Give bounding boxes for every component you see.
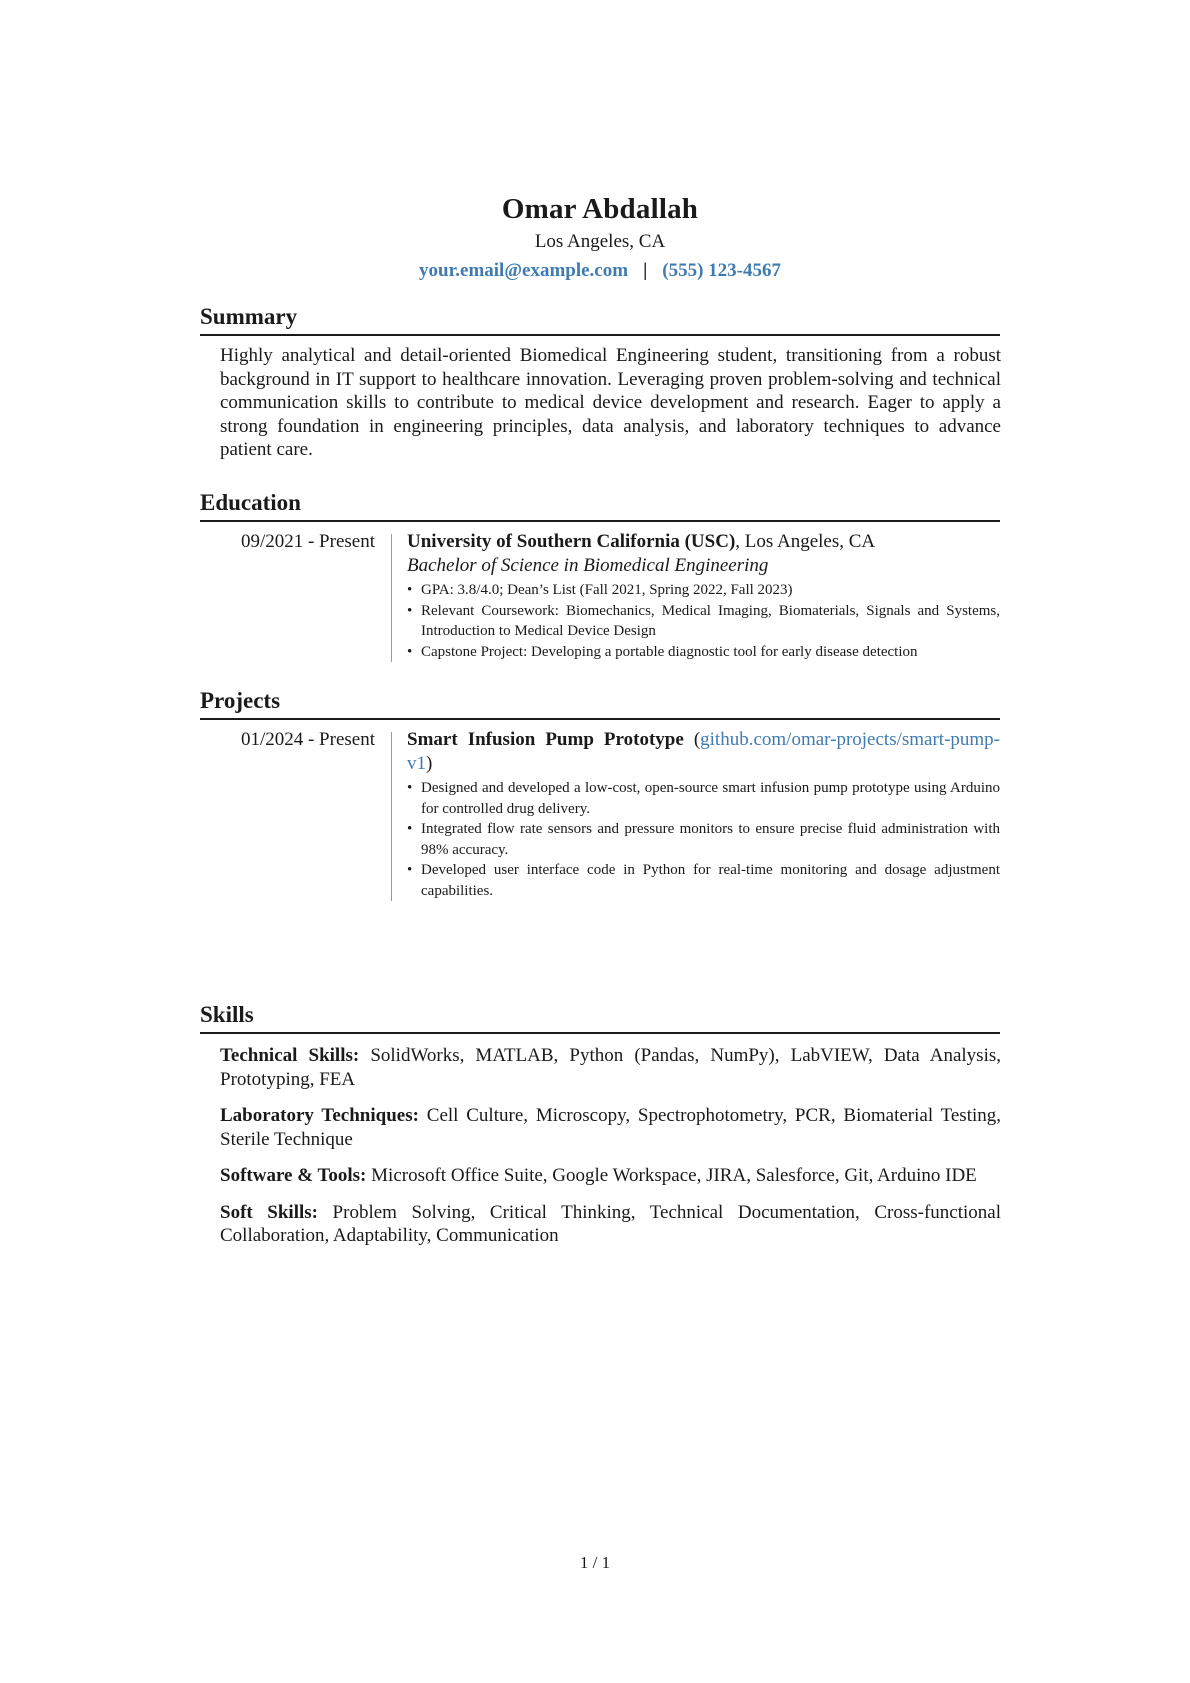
section-title-summary: Summary bbox=[200, 304, 298, 329]
paren-close: ) bbox=[426, 753, 433, 774]
education-section bbox=[200, 488, 1000, 662]
skill-technical bbox=[220, 1044, 1001, 1091]
bullet-glyph: • bbox=[407, 582, 413, 598]
entry-date: 01/2024 - Present bbox=[240, 729, 375, 750]
entry-title bbox=[407, 728, 1000, 776]
education-bullets bbox=[407, 580, 1000, 662]
skills-section bbox=[200, 1000, 1000, 1261]
project-link[interactable]: github.com/omar-projects/smart-pump-v1 bbox=[407, 729, 1001, 774]
bullet-text: Developed user interface code in Python for real-time monitoring and dosage adjustment capabilities. bbox=[421, 862, 1000, 899]
project-bullets bbox=[407, 778, 1000, 901]
email-link[interactable]: your.email@example.com bbox=[419, 260, 629, 281]
skill-soft bbox=[220, 1201, 1001, 1248]
bullet-glyph: • bbox=[407, 780, 413, 796]
institution-name: University of Southern California (USC) bbox=[407, 531, 736, 552]
entry-divider bbox=[391, 732, 392, 901]
entry-body bbox=[407, 530, 1000, 662]
phone-link[interactable]: (555) 123-4567 bbox=[662, 260, 781, 281]
skill-laboratory bbox=[220, 1104, 1001, 1151]
skill-label: Laboratory Techniques: bbox=[220, 1105, 419, 1126]
summary-section bbox=[200, 302, 1000, 462]
entry-title bbox=[407, 530, 1000, 554]
list-item bbox=[407, 580, 1000, 601]
contact-separator: | bbox=[643, 260, 648, 281]
section-title-education: Education bbox=[200, 490, 301, 515]
list-item bbox=[407, 642, 1000, 663]
bullet-text: Capstone Project: Developing a portable diagnostic tool for early disease detection bbox=[421, 643, 918, 660]
entry-divider bbox=[391, 534, 392, 662]
list-item bbox=[407, 778, 1000, 819]
bullet-text: Designed and developed a low-cost, open-source smart infusion pump prototype using Arduino for controlled drug delivery. bbox=[421, 780, 1000, 817]
candidate-name: Omar Abdallah bbox=[501, 193, 699, 225]
bullet-text: GPA: 3.8/4.0; Dean’s List (Fall 2021, Spring 2022, Fall 2023) bbox=[421, 582, 793, 598]
section-rule bbox=[200, 1032, 1000, 1034]
skill-value: SolidWorks, MATLAB, Python (Pandas, NumPy), LabVIEW, Data Analysis, Prototyping, FEA bbox=[220, 1045, 1001, 1090]
entry-date: 09/2021 - Present bbox=[240, 531, 375, 552]
skill-value: Problem Solving, Critical Thinking, Technical Documentation, Cross-functional Collaboration, Adaptability, Communication bbox=[220, 1201, 1001, 1246]
candidate-location: Los Angeles, CA bbox=[534, 231, 666, 252]
paren-open: ( bbox=[693, 729, 701, 750]
education-entry bbox=[200, 530, 1000, 662]
section-rule bbox=[200, 718, 1000, 720]
skill-label: Soft Skills: bbox=[220, 1201, 318, 1223]
bullet-glyph: • bbox=[407, 862, 413, 878]
skill-label: Technical Skills: bbox=[220, 1045, 360, 1066]
list-item bbox=[407, 860, 1000, 901]
projects-section bbox=[200, 686, 1000, 901]
section-rule bbox=[200, 520, 1000, 522]
bullet-text: Integrated flow rate sensors and pressure monitors to ensure precise fluid administration with 98% accuracy. bbox=[421, 821, 1000, 858]
resume-header bbox=[200, 190, 1000, 286]
section-title-skills: Skills bbox=[200, 1002, 254, 1027]
list-item bbox=[407, 601, 1000, 642]
skill-software bbox=[220, 1164, 1001, 1188]
section-rule bbox=[200, 334, 1000, 336]
bullet-glyph: • bbox=[407, 602, 413, 619]
bullet-glyph: • bbox=[407, 643, 413, 660]
bullet-text: Relevant Coursework: Biomechanics, Medical Imaging, Biomaterials, Signals and Systems, Introduction to Medical Device Design bbox=[421, 602, 1000, 639]
page-number: 1 / 1 bbox=[579, 1553, 611, 1572]
skill-value: Microsoft Office Suite, Google Workspace, JIRA, Salesforce, Git, Arduino IDE bbox=[371, 1165, 977, 1186]
project-entry bbox=[200, 728, 1000, 901]
bullet-glyph: • bbox=[407, 821, 413, 837]
skills-list bbox=[220, 1044, 1001, 1248]
project-name: Smart Infusion Pump Prototype bbox=[407, 729, 684, 750]
section-title-projects: Projects bbox=[200, 688, 281, 713]
institution-location: , Los Angeles, CA bbox=[735, 531, 876, 552]
entry-body bbox=[407, 728, 1000, 901]
skill-value: Cell Culture, Microscopy, Spectrophotometry, PCR, Biomaterial Testing, Sterile Technique bbox=[220, 1105, 1002, 1150]
skill-label: Software & Tools: bbox=[220, 1165, 367, 1186]
contact-line bbox=[200, 256, 1000, 286]
degree-name: Bachelor of Science in Biomedical Engineering bbox=[407, 555, 769, 576]
summary-text: Highly analytical and detail-oriented Biomedical Engineering student, transitioning from a robust background in IT support to healthcare innovation. Leveraging proven problem-solving and technical communication skills to contribute to medical device development and research. Eager to apply a strong foundation in engineering principles, data analysis, and laboratory techniques to advance patient care. bbox=[220, 345, 1001, 460]
list-item bbox=[407, 819, 1000, 860]
